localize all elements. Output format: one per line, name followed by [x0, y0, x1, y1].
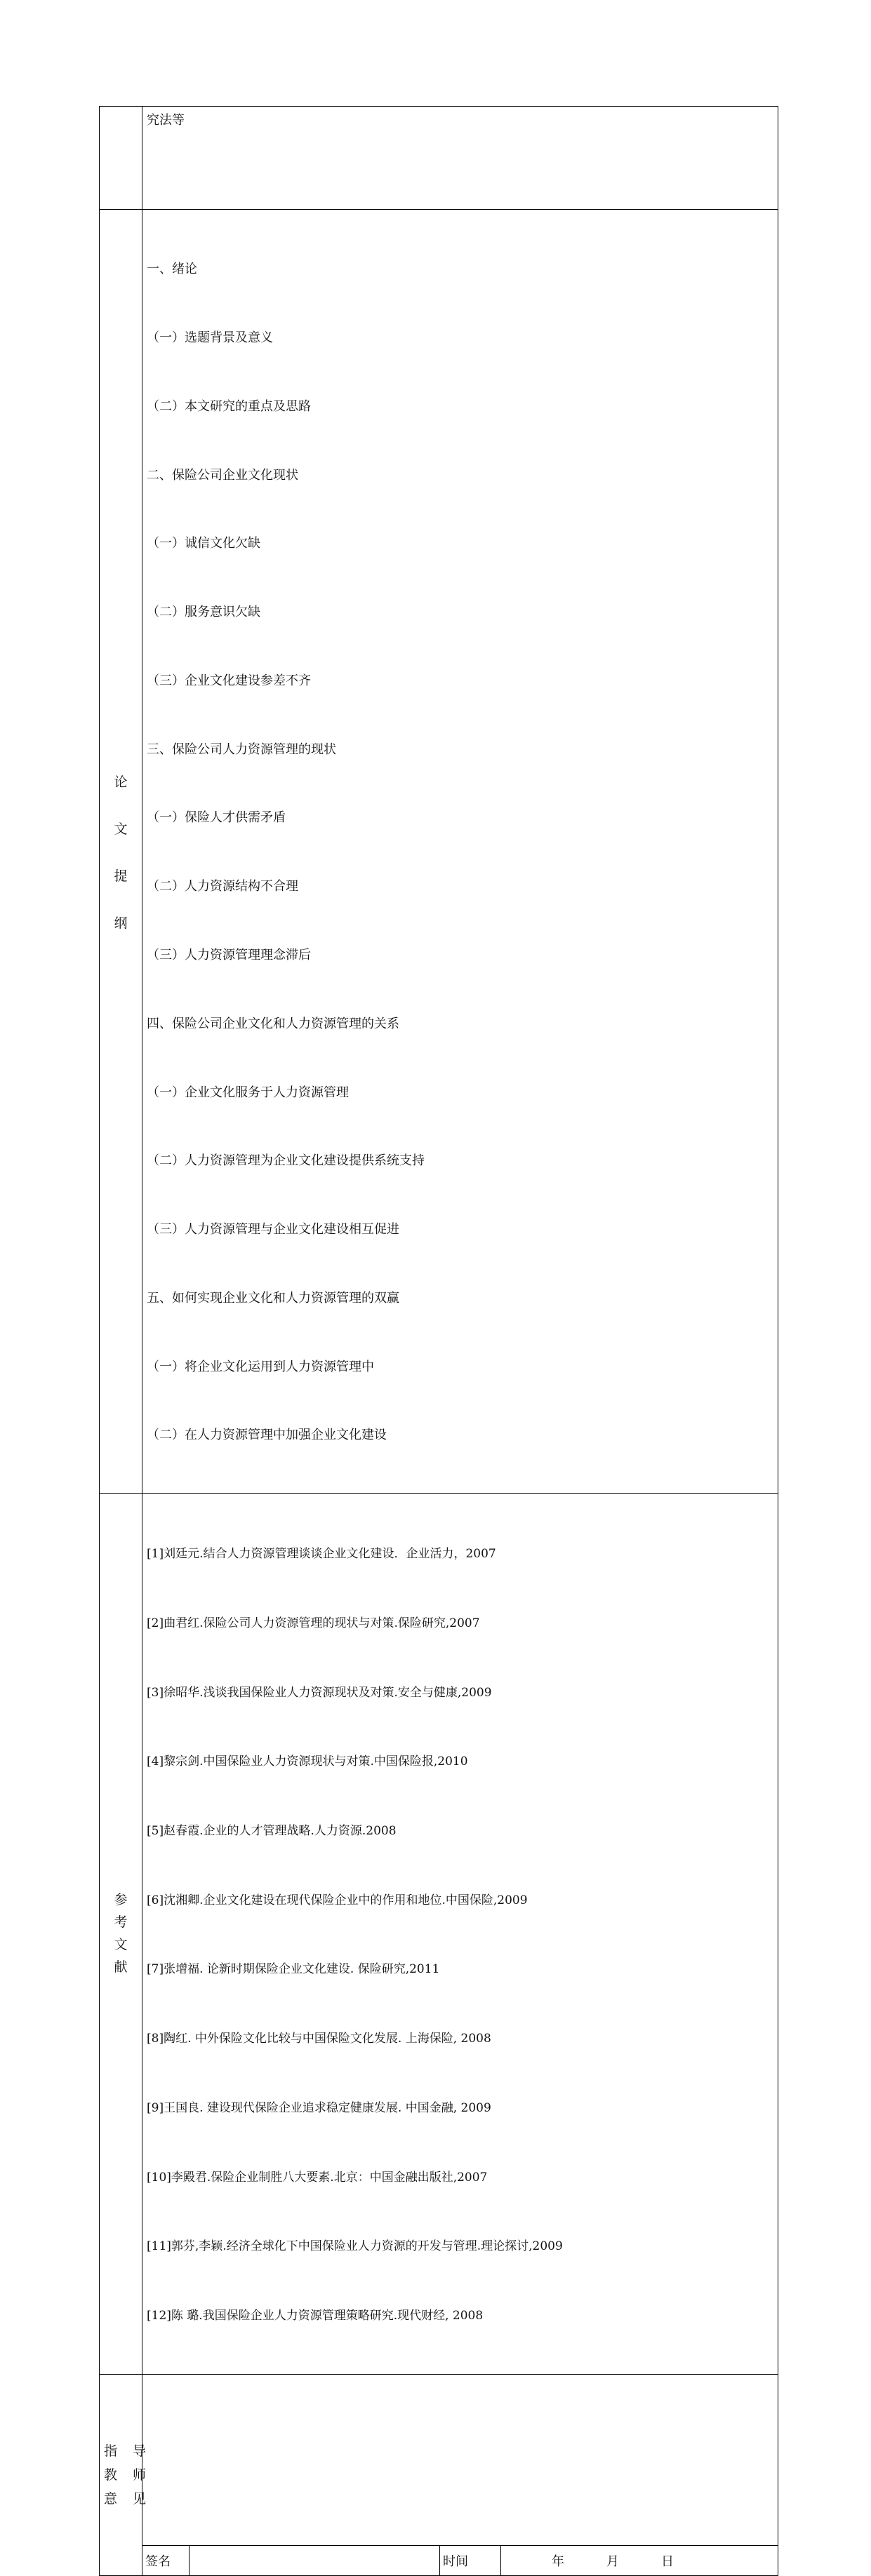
- advisor-label-char: 指: [104, 2443, 118, 2459]
- advisor-label: [100, 2375, 147, 2575]
- reference-item: [12]陈 璐.我国保险企业人力资源管理策略研究.现代财经, 2008: [147, 2308, 484, 2323]
- reference-item: [8]陶红. 中外保险文化比较与中国保险文化发展. 上海保险, 2008: [147, 2032, 491, 2046]
- advisor-opinion-field[interactable]: [142, 2374, 778, 2545]
- date-day-label: 日: [661, 2554, 674, 2569]
- outline-item: （二）服务意识欠缺: [147, 605, 260, 620]
- outline-content-cell: [142, 210, 778, 1494]
- advisor-label-char: 意: [104, 2490, 118, 2507]
- date-month-label: 月: [606, 2554, 619, 2569]
- reference-item: [7]张增福. 论新时期保险企业文化建设. 保险研究,2011: [147, 1962, 440, 1977]
- outline-item: （二）人力资源管理为企业文化建设提供系统支持: [147, 1153, 425, 1169]
- references-label-char: 考: [114, 1914, 128, 1931]
- sign-row-cell: [142, 2545, 778, 2575]
- reference-item: [2]曲君红.保险公司人力资源管理的现状与对策.保险研究,2007: [147, 1616, 480, 1630]
- outline-item: 二、保险公司企业文化现状: [147, 467, 298, 483]
- reference-item: [11]郭芬,李颖.经济全球化下中国保险业人力资源的开发与管理.理论探讨,2009: [147, 2239, 563, 2254]
- references-label-char: 参: [114, 1892, 128, 1908]
- outline-item: （二）本文研究的重点及思路: [147, 398, 311, 414]
- time-label: 时间: [440, 2546, 501, 2575]
- outline-item: （三）人力资源管理理念滞后: [147, 948, 311, 962]
- signature-field[interactable]: [190, 2546, 440, 2575]
- reference-item: [3]徐昭华.浅谈我国保险业人力资源现状及对策.安全与健康,2009: [147, 1685, 492, 1700]
- outline-item: （三）企业文化建设参差不齐: [147, 673, 311, 688]
- reference-item: [6]沈湘卿.企业文化建设在现代保险企业中的作用和地位.中国保险,2009: [147, 1893, 528, 1907]
- outline-label-char: 提: [114, 868, 128, 884]
- references-label-char: 献: [114, 1959, 128, 1975]
- advisor-label-char: 见: [133, 2490, 147, 2507]
- reference-item: [1]刘廷元.结合人力资源管理谈谈企业文化建设．企业活力，2007: [147, 1547, 496, 1562]
- outline-item: 四、保险公司企业文化和人力资源管理的关系: [147, 1016, 399, 1031]
- outline-list: [142, 210, 778, 1493]
- outline-item: （一）诚信文化欠缺: [147, 536, 260, 551]
- signature-label: 签名: [142, 2546, 190, 2575]
- outline-item: （一）将企业文化运用到人力资源管理中: [147, 1359, 374, 1374]
- date-field[interactable]: [501, 2546, 778, 2575]
- outline-item: 五、如何实现企业文化和人力资源管理的双赢: [147, 1290, 399, 1306]
- sign-row: [142, 2546, 778, 2575]
- outline-item: （一）企业文化服务于人力资源管理: [147, 1085, 349, 1100]
- outline-item: 三、保险公司人力资源管理的现状: [147, 742, 336, 757]
- outline-item: （二）在人力资源管理中加强企业文化建设: [147, 1428, 387, 1443]
- references-label-char: 文: [114, 1937, 128, 1953]
- references-content-cell: [142, 1494, 778, 2374]
- outline-item: （一）选题背景及意义: [147, 330, 273, 345]
- advisor-label-char: 导: [133, 2443, 147, 2459]
- outline-label: [100, 210, 142, 1493]
- advisor-label-char: 师: [133, 2467, 147, 2483]
- reference-item: [9]王国良. 建设现代保险企业追求稳定健康发展. 中国金融, 2009: [147, 2100, 491, 2115]
- thesis-form-table: [99, 106, 778, 2576]
- outline-label-char: 文: [114, 821, 128, 837]
- outline-label-char: 论: [114, 774, 128, 790]
- references-label: [100, 1494, 142, 2373]
- date-year-label: 年: [552, 2554, 564, 2569]
- outline-item: （一）保险人才供需矛盾: [147, 810, 286, 826]
- reference-item: [5]赵春霞.企业的人才管理战略.人力资源.2008: [147, 1823, 397, 1838]
- outline-item: （二）人力资源结构不合理: [147, 879, 298, 894]
- outline-label-char: 纲: [114, 915, 128, 931]
- top-row-text: 究法等: [147, 113, 185, 128]
- reference-item: [10]李殿君.保险企业制胜八大要素.北京：中国金融出版社,2007: [147, 2170, 488, 2185]
- outline-label-cell: [100, 210, 142, 1494]
- top-row-content-cell: [142, 107, 778, 210]
- outline-item: （三）人力资源管理与企业文化建设相互促进: [147, 1222, 399, 1237]
- references-label-cell: [100, 1494, 142, 2374]
- references-list: [142, 1494, 778, 2373]
- advisor-label-cell: [100, 2374, 147, 2575]
- reference-item: [4]黎宗剑.中国保险业人力资源现状与对策.中国保险报,2010: [147, 1755, 468, 1769]
- top-row-label-cell: [100, 107, 142, 210]
- advisor-label-char: 教: [104, 2467, 118, 2483]
- outline-item: 一、绪论: [147, 262, 197, 277]
